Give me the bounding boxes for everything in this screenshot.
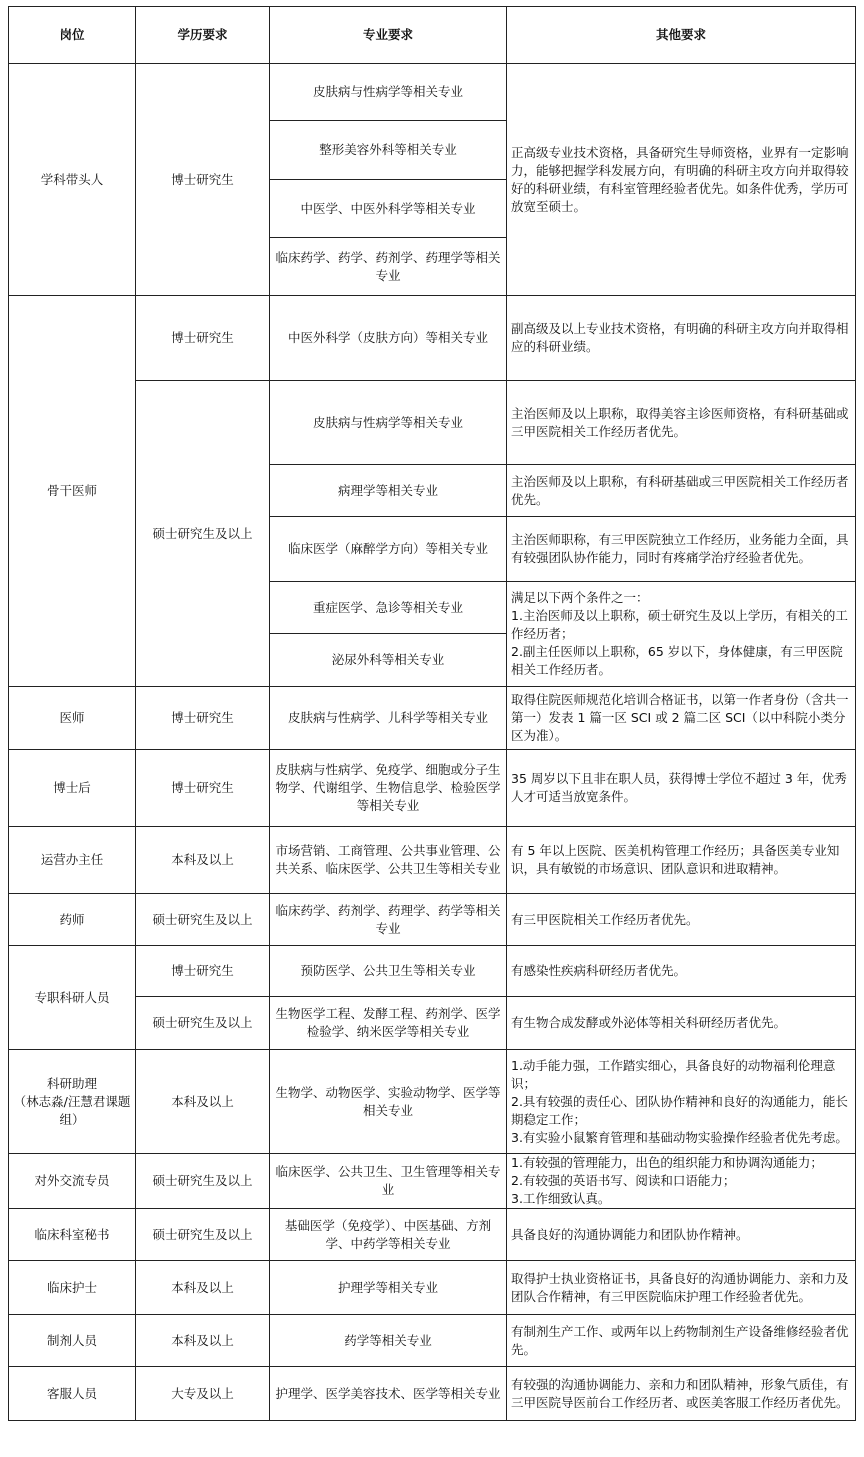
post-cell: 临床科室秘书: [9, 1209, 136, 1261]
major-cell: 皮肤病与性病学等相关专业: [270, 381, 507, 465]
other-cell: 取得护士执业资格证书，具备良好的沟通协调能力、亲和力及团队合作精神，有三甲医院临床护理工作经验者优先。: [507, 1261, 856, 1315]
post-cell: 博士后: [9, 750, 136, 827]
major-cell: 皮肤病与性病学、儿科学等相关专业: [270, 687, 507, 750]
major-cell: 重症医学、急诊等相关专业: [270, 582, 507, 634]
education-cell: 本科及以上: [136, 1315, 270, 1367]
major-cell: 临床医学（麻醉学方向）等相关专业: [270, 517, 507, 582]
major-cell: 临床药学、药剂学、药理学、药学等相关专业: [270, 894, 507, 946]
major-cell: 生物学、动物医学、实验动物学、医学等相关专业: [270, 1050, 507, 1154]
major-cell: 临床医学、公共卫生、卫生管理等相关专业: [270, 1154, 507, 1209]
table-row: [9, 827, 856, 894]
header-post: 岗位: [9, 7, 136, 64]
major-cell: 基础医学（免疫学）、中医基础、方剂学、中药学等相关专业: [270, 1209, 507, 1261]
other-cell: 1.动手能力强，工作踏实细心，具备良好的动物福利伦理意识； 2.具有较强的责任心、团队协作精神和良好的沟通能力，能长期稳定工作； 3.有实验小鼠繁育管理和基础动物实验操作经验者优先考虑。: [507, 1050, 856, 1154]
education-cell: 硕士研究生及以上: [136, 1154, 270, 1209]
education-cell: 博士研究生: [136, 64, 270, 296]
education-cell: 博士研究生: [136, 687, 270, 750]
education-cell: 硕士研究生及以上: [136, 1209, 270, 1261]
post-cell: 骨干医师: [9, 296, 136, 687]
post-cell: 临床护士: [9, 1261, 136, 1315]
education-cell: 本科及以上: [136, 1261, 270, 1315]
header-row: [9, 7, 856, 64]
other-cell: 主治医师职称，有三甲医院独立工作经历，业务能力全面，具有较强团队协作能力，同时有疼痛学治疗经验者优先。: [507, 517, 856, 582]
other-cell: 1.有较强的管理能力，出色的组织能力和协调沟通能力； 2.有较强的英语书写、阅读和口语能力； 3.工作细致认真。: [507, 1154, 856, 1209]
other-cell: 取得住院医师规范化培训合格证书，以第一作者身份（含共一第一）发表 1 篇一区 SCI 或 2 篇二区 SCI（以中科院小类分区为准）。: [507, 687, 856, 750]
education-cell: 本科及以上: [136, 827, 270, 894]
table-row: [9, 687, 856, 750]
other-cell: 有三甲医院相关工作经历者优先。: [507, 894, 856, 946]
other-cell: 有较强的沟通协调能力、亲和力和团队精神，形象气质佳，有三甲医院导医前台工作经历者、或医美客服工作经历者优先。: [507, 1367, 856, 1421]
major-cell: 中医外科学（皮肤方向）等相关专业: [270, 296, 507, 381]
table-row: [9, 1050, 856, 1154]
table-row: [9, 750, 856, 827]
post-cell: 运营办主任: [9, 827, 136, 894]
table-row: [9, 1261, 856, 1315]
post-cell: 专职科研人员: [9, 946, 136, 1050]
post-cell: 医师: [9, 687, 136, 750]
other-cell: 有感染性疾病科研经历者优先。: [507, 946, 856, 997]
major-cell: 生物医学工程、发酵工程、药剂学、医学检验学、纳米医学等相关专业: [270, 997, 507, 1050]
education-cell: 博士研究生: [136, 750, 270, 827]
major-cell: 皮肤病与性病学、免疫学、细胞或分子生物学、代谢组学、生物信息学、检验医学等相关专业: [270, 750, 507, 827]
other-cell: 副高级及以上专业技术资格，有明确的科研主攻方向并取得相应的科研业绩。: [507, 296, 856, 381]
other-cell: 有制剂生产工作、或两年以上药物制剂生产设备维修经验者优先。: [507, 1315, 856, 1367]
education-cell: 硕士研究生及以上: [136, 894, 270, 946]
major-cell: 临床药学、药学、药剂学、药理学等相关专业: [270, 238, 507, 296]
major-cell: 病理学等相关专业: [270, 465, 507, 517]
major-cell: 整形美容外科等相关专业: [270, 121, 507, 180]
table-row: [9, 1367, 856, 1421]
other-cell: 具备良好的沟通协调能力和团队协作精神。: [507, 1209, 856, 1261]
other-cell: 有生物合成发酵或外泌体等相关科研经历者优先。: [507, 997, 856, 1050]
post-cell: 药师: [9, 894, 136, 946]
education-cell: 硕士研究生及以上: [136, 997, 270, 1050]
table-row: [9, 381, 856, 465]
major-cell: 皮肤病与性病学等相关专业: [270, 64, 507, 121]
major-cell: 护理学、医学美容技术、医学等相关专业: [270, 1367, 507, 1421]
post-cell: 客服人员: [9, 1367, 136, 1421]
other-cell: 满足以下两个条件之一： 1.主治医师及以上职称，硕士研究生及以上学历，有相关的工作经历者； 2.副主任医师以上职称，65 岁以下，身体健康，有三甲医院相关工作经历者。: [507, 582, 856, 687]
table-row: [9, 894, 856, 946]
table-row: [9, 1209, 856, 1261]
post-cell: 学科带头人: [9, 64, 136, 296]
table-row: [9, 1315, 856, 1367]
major-cell: 市场营销、工商管理、公共事业管理、公共关系、临床医学、公共卫生等相关专业: [270, 827, 507, 894]
education-cell: 大专及以上: [136, 1367, 270, 1421]
header-other: 其他要求: [507, 7, 856, 64]
table-row: [9, 997, 856, 1050]
education-cell: 硕士研究生及以上: [136, 381, 270, 687]
table-row: [9, 296, 856, 381]
post-cell: 科研助理 （林志淼/汪慧君课题组）: [9, 1050, 136, 1154]
other-cell: 正高级专业技术资格，具备研究生导师资格，业界有一定影响力，能够把握学科发展方向，有明确的科研主攻方向并取得较好的科研业绩，有科室管理经验者优先。如条件优秀，学历可放宽至硕士。: [507, 64, 856, 296]
table-row: [9, 946, 856, 997]
recruitment-table: [8, 6, 856, 1421]
other-cell: 有 5 年以上医院、医美机构管理工作经历；具备医美专业知识，具有敏锐的市场意识、团队意识和进取精神。: [507, 827, 856, 894]
table-row: [9, 64, 856, 121]
major-cell: 护理学等相关专业: [270, 1261, 507, 1315]
other-cell: 主治医师及以上职称，有科研基础或三甲医院相关工作经历者优先。: [507, 465, 856, 517]
table-row: [9, 1154, 856, 1209]
header-education: 学历要求: [136, 7, 270, 64]
major-cell: 预防医学、公共卫生等相关专业: [270, 946, 507, 997]
post-cell: 制剂人员: [9, 1315, 136, 1367]
header-major: 专业要求: [270, 7, 507, 64]
major-cell: 泌尿外科等相关专业: [270, 634, 507, 687]
post-cell: 对外交流专员: [9, 1154, 136, 1209]
major-cell: 药学等相关专业: [270, 1315, 507, 1367]
education-cell: 博士研究生: [136, 296, 270, 381]
other-cell: 35 周岁以下且非在职人员，获得博士学位不超过 3 年，优秀人才可适当放宽条件。: [507, 750, 856, 827]
education-cell: 本科及以上: [136, 1050, 270, 1154]
education-cell: 博士研究生: [136, 946, 270, 997]
major-cell: 中医学、中医外科学等相关专业: [270, 180, 507, 238]
other-cell: 主治医师及以上职称，取得美容主诊医师资格，有科研基础或三甲医院相关工作经历者优先。: [507, 381, 856, 465]
